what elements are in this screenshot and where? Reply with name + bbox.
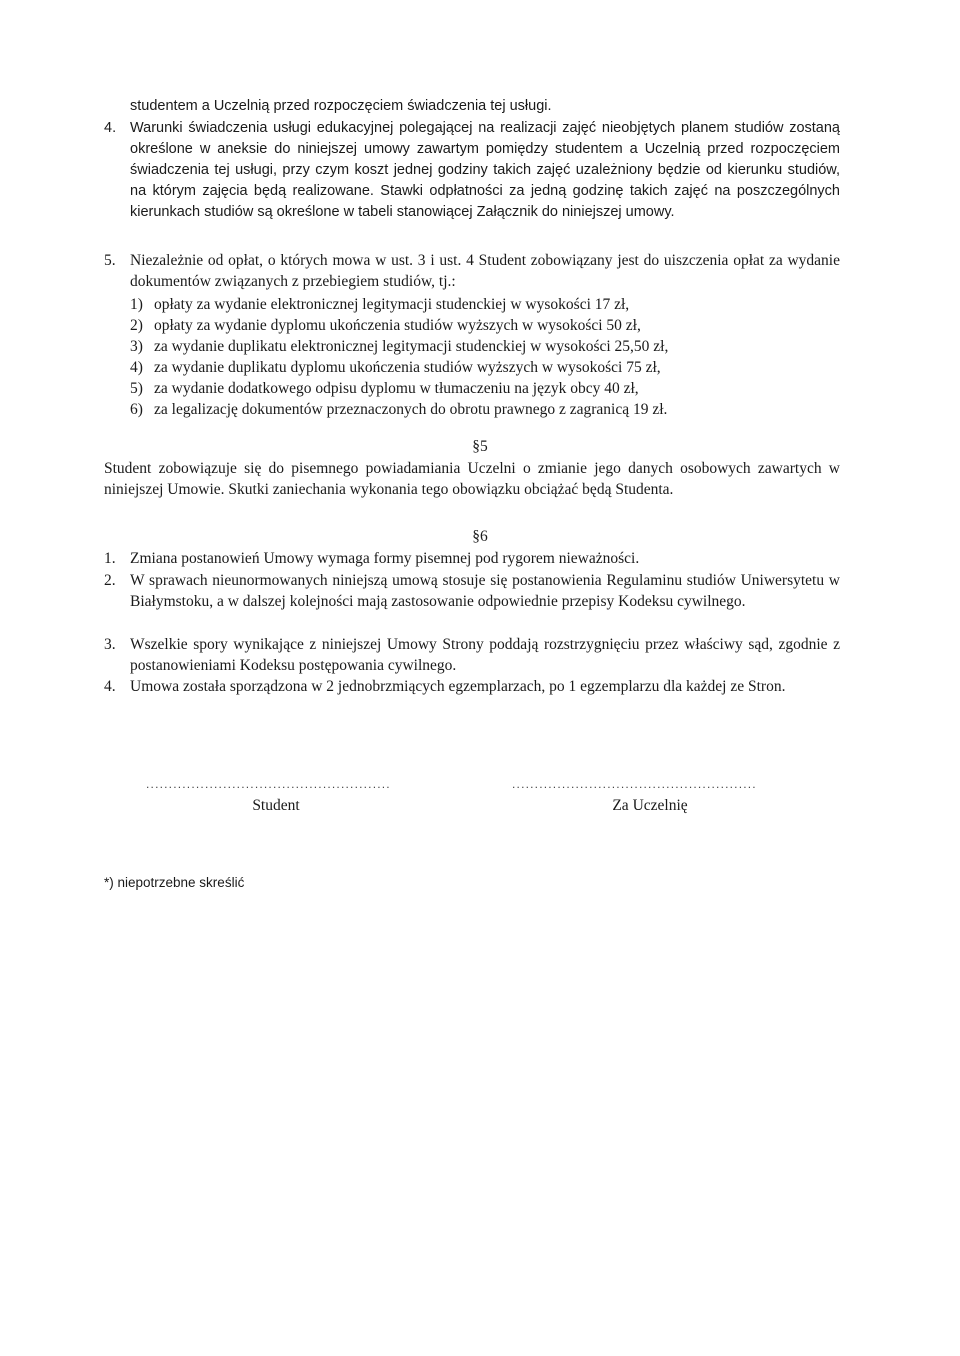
section-6-item-4-text: Umowa została sporządzona w 2 jednobrzmiących egzemplarzach, po 1 egzemplarzu dla każdej ze Stron. (130, 678, 786, 695)
section-6-item-2-number: 2. (104, 572, 116, 589)
fee-list-item (130, 315, 840, 336)
fee-list-text: za wydanie dodatkowego odpisu dyplomu w tłumaczeniu na język obcy 40 zł, (154, 380, 639, 397)
fee-list-item (130, 399, 840, 420)
item-4-text: Warunki świadczenia usługi edukacyjnej polegającej na realizacji zajęć nieobjętych planem studiów zostaną określone w aneksie do niniejszej umowy zawartym pomiędzy studentem a Uczelnią przed rozpoczęciem świadczenia tej usługi, przy czym koszt jednej godziny takich zajęć uzależniony będzie od kierunku studiów, na którym zajęcia będą realizowane. Stawki odpłatności za jedną godzinę takich zajęć na poszczególnych kierunkach studiów są określone w tabeli stanowiącej Załącznik do niniejszej umowy. (130, 120, 840, 220)
section-5-text: Student zobowiązuje się do pisemnego powiadamiania Uczelni o zmianie jego danych osobowych zawartych w niniejszej Umowie. Skutki zaniechania wykonania tego obowiązku obciążać będą Studenta. (104, 460, 840, 498)
fee-list-item (130, 378, 840, 399)
item-4-number: 4. (104, 120, 117, 136)
section-6-item-1-text: Zmiana postanowień Umowy wymaga formy pisemnej pod rygorem nieważności. (130, 550, 640, 567)
fee-list-number: 3) (130, 338, 143, 355)
item-5-number: 5. (104, 252, 116, 269)
item-5-text: Niezależnie od opłat, o których mowa w ust. 3 i ust. 4 Student zobowiązany jest do uiszczenia opłat za wydanie dokumentów związanych z przebiegiem studiów, tj.: (130, 252, 840, 290)
fee-list-number: 6) (130, 401, 143, 418)
section-6-heading: §6 (472, 528, 488, 545)
fee-list-number: 4) (130, 359, 143, 376)
section-6-item-3-number: 3. (104, 636, 116, 653)
fee-list-item (130, 357, 840, 378)
fee-list-text: opłaty za wydanie dyplomu ukończenia studiów wyższych w wysokości 50 zł, (154, 317, 641, 334)
fee-list-number: 2) (130, 317, 143, 334)
footnote: *) niepotrzebne skreślić (104, 875, 245, 890)
fee-list-text: za wydanie duplikatu dyplomu ukończenia studiów wyższych w wysokości 75 zł, (154, 359, 661, 376)
fee-list-item (130, 336, 840, 357)
fee-list-number: 5) (130, 380, 143, 397)
fee-list-text: opłaty za wydanie elektronicznej legitymacji studenckiej w wysokości 17 zł, (154, 296, 630, 313)
section-6-item-1-number: 1. (104, 550, 116, 567)
fee-list-text: za wydanie duplikatu elektronicznej legitymacji studenckiej w wysokości 25,50 zł, (154, 338, 669, 355)
section-6-item-2-text: W sprawach nieunormowanych niniejszą umową stosuje się postanowienia Regulaminu studiów Uniwersytetu w Białymstoku, a w dalszej kolejności mają zastosowanie odpowiednie przepisy Kodeksu cywilnego. (130, 572, 840, 610)
fee-list-text: za legalizację dokumentów przeznaczonych do obrotu prawnego z zagranicą 19 zł. (154, 401, 668, 418)
section-6-item-3-text: Wszelkie spory wynikające z niniejszej Umowy Strony poddają rozstrzygnięciu przez właściwy sąd, zgodnie z postanowieniami Kodeksu postępowania cywilnego. (130, 636, 840, 674)
section-5-heading: §5 (472, 438, 488, 455)
university-signature-label: Za Uczelnię (612, 797, 688, 814)
fee-list-item (130, 294, 840, 315)
university-signature-line: ...................................................... (512, 777, 757, 791)
student-signature-line: ...................................................... (146, 777, 391, 791)
continuation-line: studentem a Uczelnią przed rozpoczęciem świadczenia tej usługi. (130, 98, 552, 114)
section-6-item-4-number: 4. (104, 678, 116, 695)
fee-list-number: 1) (130, 296, 143, 313)
student-signature-label: Student (252, 797, 300, 814)
